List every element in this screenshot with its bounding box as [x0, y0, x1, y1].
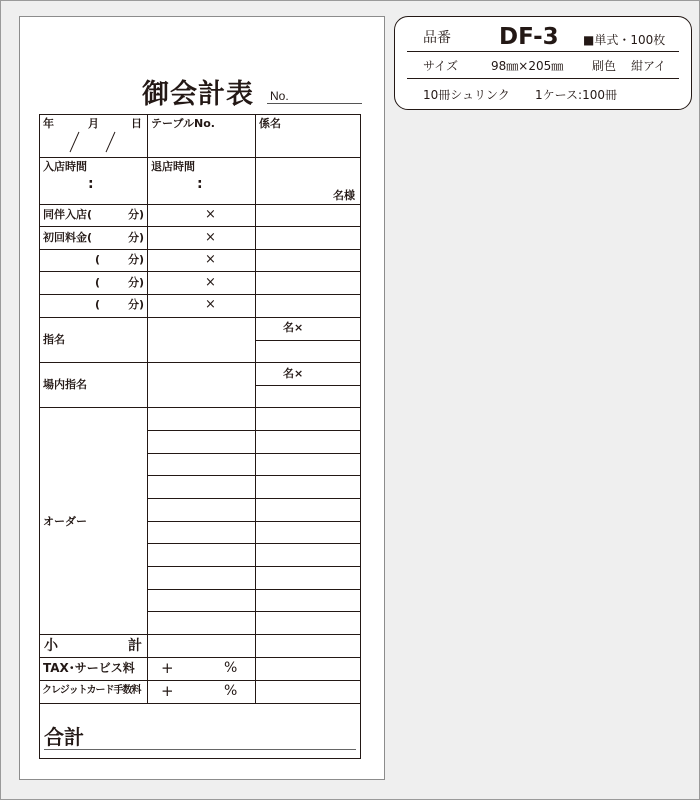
- nomination-label: 指名: [43, 333, 65, 346]
- credit-plus: +: [161, 682, 174, 700]
- row-line: [39, 657, 361, 658]
- minutes-label: 分): [128, 298, 145, 311]
- row-line: [39, 157, 361, 158]
- case-quantity: 1ケース:100冊: [535, 88, 617, 102]
- col-divider-2: [255, 114, 256, 703]
- product-spec-box: [394, 16, 692, 110]
- times-mark: ×: [205, 207, 216, 222]
- order-line: [147, 589, 361, 590]
- times-mark: ×: [205, 230, 216, 245]
- row-line: [39, 249, 361, 250]
- entry-time-label: 入店時間: [43, 160, 87, 173]
- table-no-label: テーブルNo.: [151, 117, 215, 130]
- floor-nomination-count-label: 名×: [283, 367, 304, 380]
- row-line: [255, 385, 361, 386]
- order-label: オーダー: [43, 515, 87, 528]
- row-line: [39, 226, 361, 227]
- month-label: 月: [88, 117, 99, 130]
- entry-time-colon: :: [88, 176, 94, 192]
- row-line: [39, 362, 361, 363]
- row-line: [39, 680, 361, 681]
- staff-label: 係名: [259, 117, 281, 130]
- companion-entry-label: 同伴入店(: [43, 208, 93, 221]
- row-line: [39, 271, 361, 272]
- times-mark: ×: [205, 297, 216, 312]
- times-mark: ×: [205, 275, 216, 290]
- row-line: [255, 340, 361, 341]
- guests-suffix: 名様: [333, 189, 355, 202]
- blank-item-label: (: [95, 298, 101, 311]
- tax-service-label: TAX･サービス料: [43, 661, 135, 675]
- day-label: 日: [131, 117, 142, 130]
- tax-percent: %: [224, 660, 238, 676]
- minutes-label: 分): [128, 276, 145, 289]
- order-line: [147, 611, 361, 612]
- nomination-count-label: 名×: [283, 321, 304, 334]
- number-line: [267, 103, 362, 104]
- order-line: [147, 566, 361, 567]
- credit-fee-label: クレジットカード手数料: [42, 685, 141, 696]
- number-label: No.: [270, 89, 289, 103]
- spec-divider: [407, 78, 679, 79]
- row-line: [39, 294, 361, 295]
- times-mark: ×: [205, 252, 216, 267]
- tax-plus: +: [161, 659, 174, 677]
- minutes-label: 分): [128, 208, 145, 221]
- exit-time-colon: :: [197, 176, 203, 192]
- row-line: [39, 703, 361, 704]
- order-line: [147, 521, 361, 522]
- row-line: [39, 634, 361, 635]
- order-line: [147, 453, 361, 454]
- print-color-label: 刷色: [592, 59, 617, 73]
- order-line: [147, 543, 361, 544]
- row-line: [39, 317, 361, 318]
- year-label: 年: [43, 117, 54, 130]
- order-line: [147, 498, 361, 499]
- floor-nomination-label: 場内指名: [43, 378, 87, 391]
- first-fee-label: 初回料金(: [43, 231, 93, 244]
- subtotal-label-right: 計: [128, 638, 142, 654]
- spec-divider: [407, 51, 679, 52]
- col-divider-1: [147, 114, 148, 703]
- total-label: 合計: [44, 725, 84, 749]
- row-line: [39, 407, 361, 408]
- credit-percent: %: [224, 683, 238, 699]
- blank-item-label: (: [95, 253, 101, 266]
- size-label: サイズ: [423, 59, 459, 73]
- subtotal-label-left: 小: [44, 638, 58, 654]
- part-number: DF-3: [499, 24, 559, 50]
- packaging-info: 10冊シュリンク: [423, 88, 510, 102]
- exit-time-label: 退店時間: [151, 160, 195, 173]
- size-value: 98㎜×205㎜: [491, 59, 564, 73]
- minutes-label: 分): [128, 253, 145, 266]
- blank-item-label: (: [95, 276, 101, 289]
- form-title: 御会計表: [142, 79, 254, 110]
- order-line: [147, 430, 361, 431]
- total-underline: [44, 749, 356, 750]
- minutes-label: 分): [128, 231, 145, 244]
- order-line: [147, 475, 361, 476]
- print-color-value: 紺アイ: [631, 59, 666, 73]
- part-number-label: 品番: [423, 30, 451, 46]
- row-line: [39, 204, 361, 205]
- product-type: ■単式・100枚: [583, 33, 666, 47]
